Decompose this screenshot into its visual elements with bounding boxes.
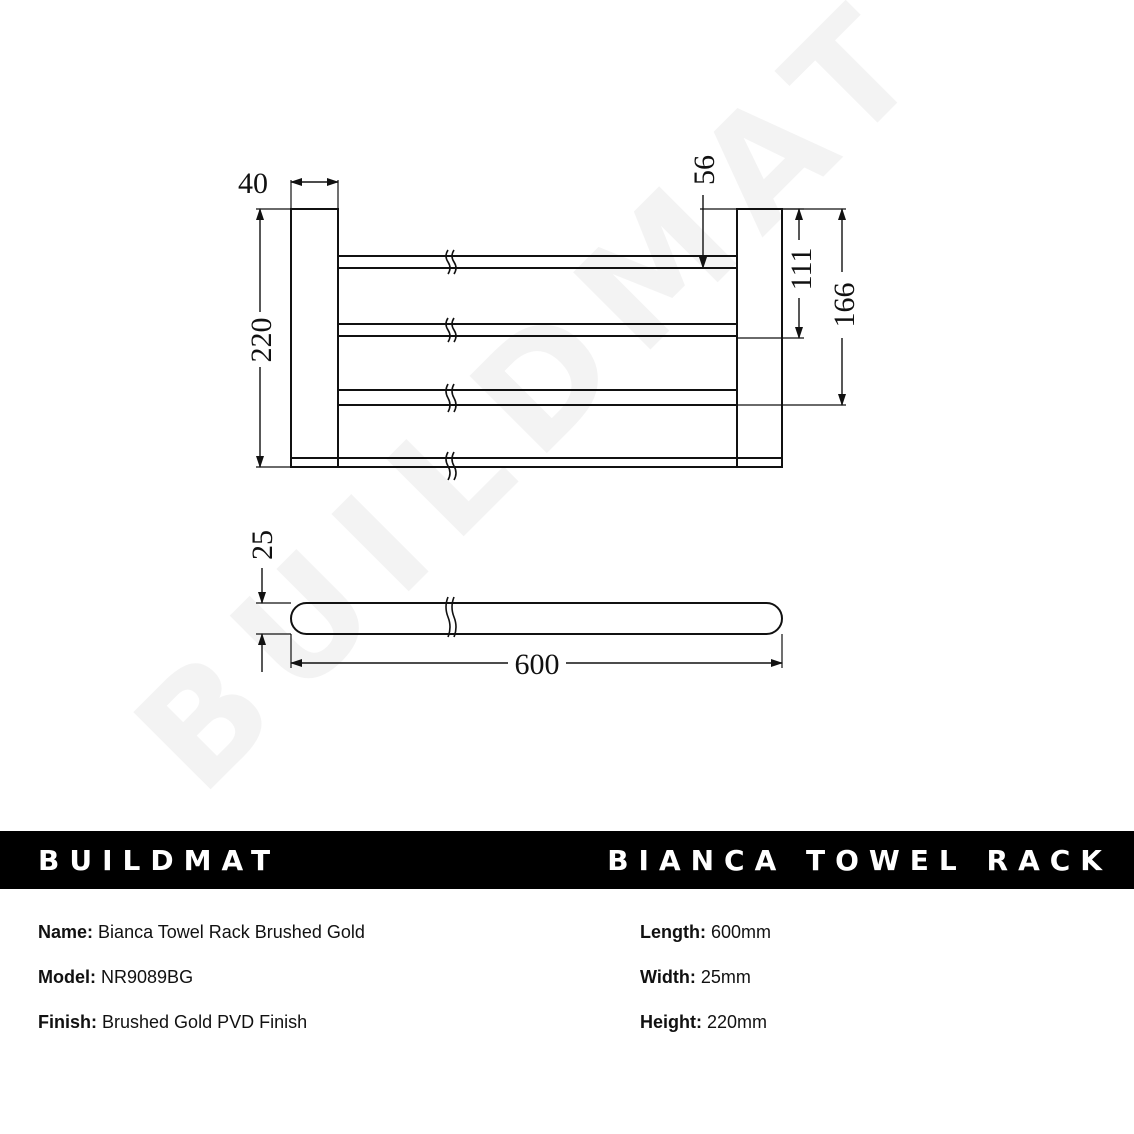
spec-length (640, 922, 771, 943)
left-bracket (291, 209, 338, 467)
product-title: BIANCA TOWEL RACK (607, 843, 1112, 877)
spec-height-label: Height: (640, 1012, 702, 1032)
spec-model (38, 967, 193, 988)
dim-166-label: 166 (828, 282, 861, 328)
watermark (103, 0, 964, 820)
spec-name-value: Bianca Towel Rack Brushed Gold (98, 922, 365, 942)
dim-111-label: 111 (785, 247, 818, 291)
dim-56-label: 56 (688, 155, 721, 185)
spec-length-value: 600mm (711, 922, 772, 942)
spec-width-value: 25mm (700, 967, 751, 987)
spec-model-value: NR9089BG (101, 967, 194, 987)
dim-25-label: 25 (246, 530, 279, 560)
dim-40-label: 40 (238, 167, 268, 200)
dim-600-label: 600 (514, 648, 560, 681)
spec-finish (38, 1012, 307, 1033)
spec-width (640, 967, 751, 988)
spec-finish-value: Brushed Gold PVD Finish (102, 1012, 308, 1032)
spec-height (640, 1012, 767, 1033)
spec-length-label: Length: (640, 922, 706, 942)
brand-name: BUILDMAT (38, 843, 281, 877)
title-banner (0, 831, 1134, 889)
spec-height-value: 220mm (707, 1012, 768, 1032)
spec-width-label: Width: (640, 967, 696, 987)
spec-name (38, 922, 365, 943)
dim-220-label: 220 (245, 317, 278, 363)
spec-name-label: Name: (38, 922, 94, 942)
spec-finish-label: Finish: (38, 1012, 97, 1032)
spec-model-label: Model: (38, 967, 96, 987)
